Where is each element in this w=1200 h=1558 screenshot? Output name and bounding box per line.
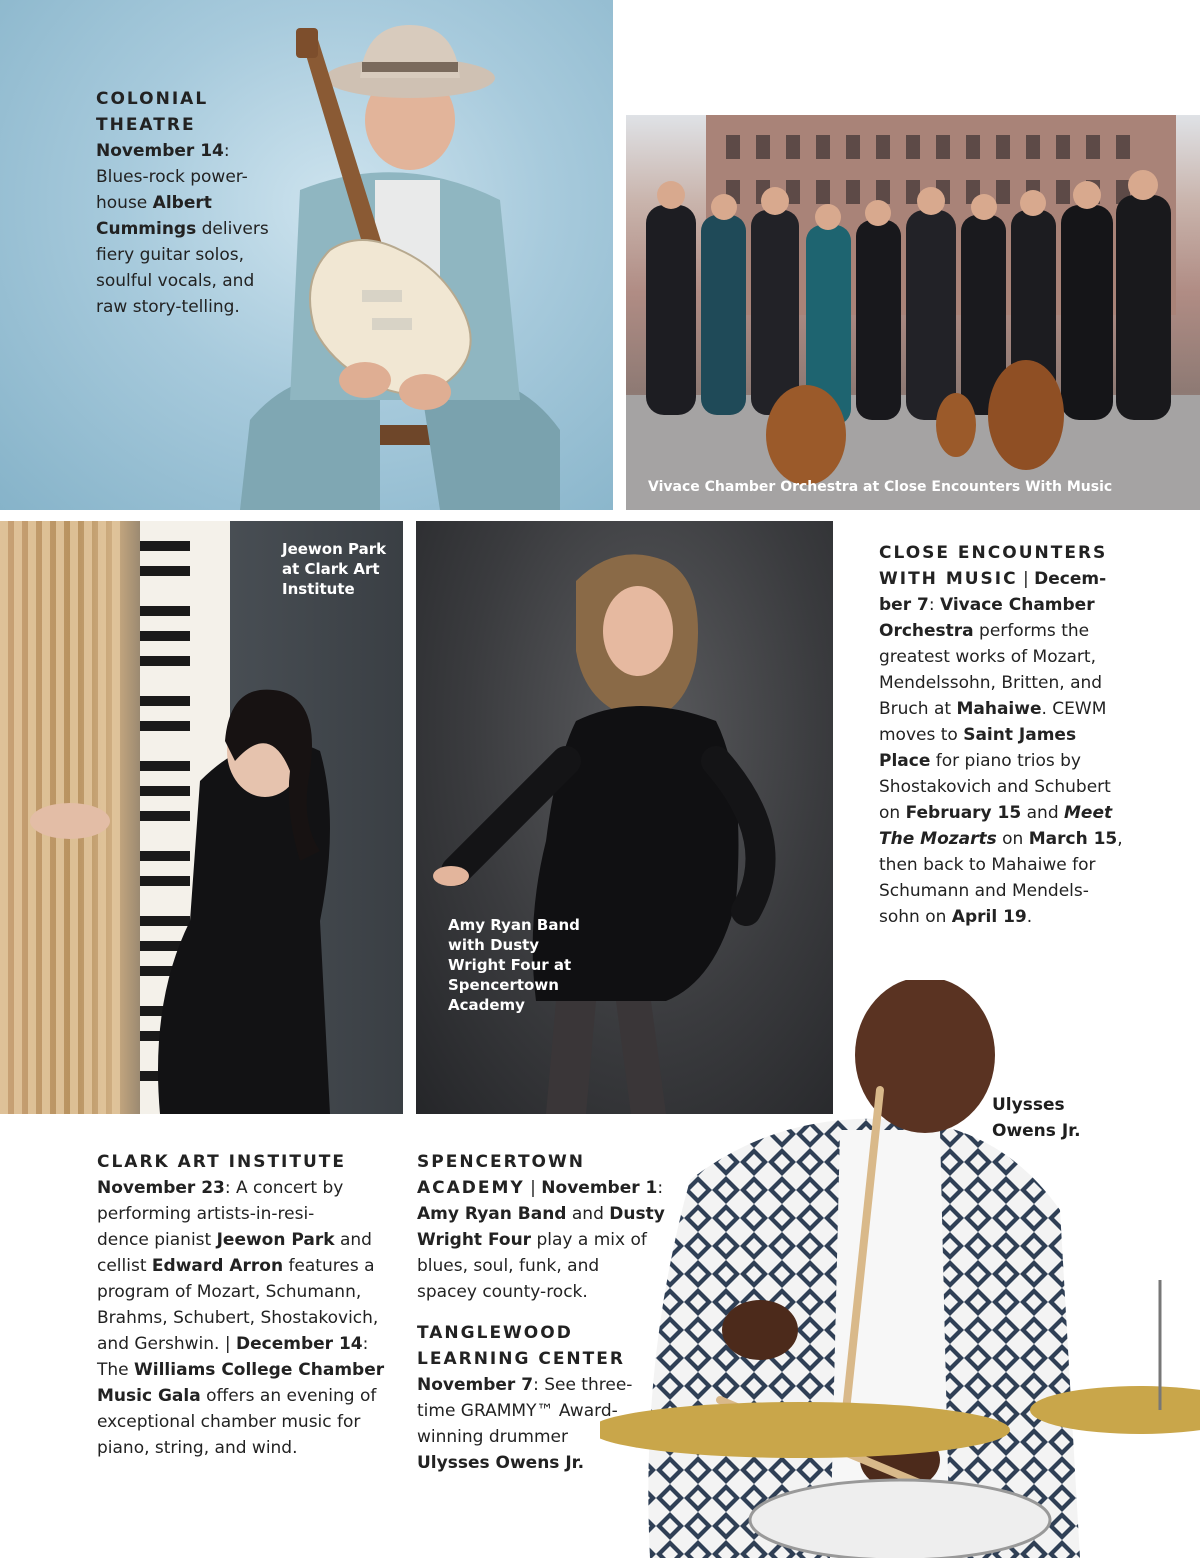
cewm-event: The Mozarts — [879, 829, 997, 849]
tanglewood-line: winning drummer — [417, 1427, 568, 1447]
clark-block — [97, 1149, 397, 1461]
jeewon-caption-line: Institute — [282, 580, 355, 598]
spencertown-line: play a mix of — [531, 1230, 647, 1250]
cewm-venue: Mahaiwe — [956, 699, 1042, 719]
vivace-caption: Vivace Chamber Orchestra at Close Encounters With Music — [648, 479, 1113, 495]
cewm-date: ber 7 — [879, 595, 929, 615]
colonial-text: COLONIAL THEATRE November 14: Blues-rock power- house Albert Cummings delivers fiery guitar solos, soulful vocals, and raw story-telling. — [96, 86, 296, 320]
tanglewood-line: time GRAMMY™ Award- — [417, 1401, 618, 1421]
clark-date: December 14 — [235, 1334, 363, 1354]
colonial-heading-1: COLONIAL — [96, 89, 209, 109]
guitarist-illustration — [0, 0, 613, 510]
cewm-line: on — [996, 829, 1029, 849]
orchestra-illustration — [626, 115, 1200, 510]
ulysses-caption — [992, 1092, 1081, 1144]
colonial-line: Blues-rock power- — [96, 167, 248, 187]
spencertown-line: blues, soul, funk, and — [417, 1256, 600, 1276]
spencertown-line: : — [657, 1178, 664, 1198]
cewm-venue: Place — [879, 751, 931, 771]
spencertown-block — [417, 1149, 665, 1305]
clark-line: : — [362, 1334, 369, 1354]
tanglewood-heading-1: TANGLEWOOD — [417, 1323, 573, 1343]
cewm-line: . CEWM — [1041, 699, 1107, 719]
cewm-line: sohn on — [879, 907, 952, 927]
cewm-line: Bruch at — [879, 699, 957, 719]
clark-line: cellist — [97, 1256, 152, 1276]
jeewon-caption — [282, 539, 386, 599]
jeewon-caption-line: Jeewon Park — [282, 540, 387, 558]
tanglewood-artist: Ulysses Owens Jr. — [417, 1453, 585, 1473]
clark-event: Williams College Chamber — [134, 1360, 385, 1380]
clark-heading: CLARK ART INSTITUTE — [97, 1152, 346, 1172]
cewm-line: then back to Mahaiwe for — [879, 855, 1096, 875]
spencertown-artist: Amy Ryan Band — [417, 1204, 567, 1224]
cewm-line: , — [1117, 829, 1123, 849]
cewm-date: April 19 — [951, 907, 1027, 927]
colonial-date: November 14 — [96, 141, 224, 161]
cewm-line: and — [1021, 803, 1065, 823]
clark-line: The — [97, 1360, 135, 1380]
clark-event: Music Gala — [97, 1386, 201, 1406]
clark-line: program of Mozart, Schumann, — [97, 1282, 362, 1302]
jeewon-caption-line: at Clark Art — [282, 560, 380, 578]
cewm-line: Shostakovich and Schubert — [879, 777, 1111, 797]
colonial-line: delivers — [196, 219, 269, 239]
drummer-illustration — [600, 980, 1200, 1558]
cewm-line: performs the — [973, 621, 1090, 641]
ulysses-caption-line: Owens Jr. — [992, 1121, 1081, 1141]
colonial-artist: Cummings — [96, 219, 197, 239]
cewm-line: for piano trios by — [930, 751, 1081, 771]
photo-ulysses-owens — [600, 980, 1200, 1558]
colonial-line: house — [96, 193, 153, 213]
cewm-orchestra: Vivace Chamber — [939, 595, 1095, 615]
cewm-line: Schumann and Mendels- — [879, 881, 1089, 901]
cewm-line: . — [1026, 907, 1033, 927]
amy-caption-line: Amy Ryan Band — [448, 916, 580, 934]
cewm-line: on — [879, 803, 906, 823]
spencertown-heading-1: SPENCERTOWN — [417, 1152, 585, 1172]
cewm-line: moves to — [879, 725, 964, 745]
clark-line: performing artists-in-resi- — [97, 1204, 315, 1224]
amy-caption — [448, 915, 580, 1015]
cewm-line: Mendelssohn, Britten, and — [879, 673, 1103, 693]
cewm-event: Meet — [1064, 803, 1113, 823]
clark-date: November 23 — [97, 1178, 225, 1198]
clark-artist: Edward Arron — [151, 1256, 284, 1276]
clark-line: : A concert by — [224, 1178, 344, 1198]
amy-caption-line: Spencertown — [448, 976, 559, 994]
spencertown-date: November 1 — [541, 1178, 658, 1198]
colonial-line: raw story-telling. — [96, 297, 240, 317]
clark-line: exceptional chamber music for — [97, 1412, 361, 1432]
spencertown-artist: Wright Four — [417, 1230, 532, 1250]
clark-line: features a — [283, 1256, 375, 1276]
amy-caption-line: Academy — [448, 996, 525, 1014]
spencertown-heading-2: ACADEMY — [417, 1178, 525, 1198]
tanglewood-date: November 7 — [417, 1375, 534, 1395]
pianist-illustration — [0, 521, 403, 1114]
clark-line: piano, string, and wind. — [97, 1438, 298, 1458]
cewm-heading-2: WITH MUSIC — [879, 569, 1018, 589]
spencertown-line: spacey county-rock. — [417, 1282, 588, 1302]
cewm-date: Decem- — [1034, 569, 1107, 589]
cewm-date: March 15 — [1028, 829, 1118, 849]
clark-artist: Jeewon Park — [216, 1230, 335, 1250]
colonial-artist: Albert — [152, 193, 212, 213]
tanglewood-line: : See three- — [533, 1375, 633, 1395]
ulysses-caption-line: Ulysses — [992, 1095, 1065, 1115]
colonial-line: fiery guitar solos, — [96, 245, 245, 265]
tanglewood-heading-2: LEARNING CENTER — [417, 1349, 625, 1369]
cewm-venue: Saint James — [963, 725, 1077, 745]
clark-line: offers an evening of — [200, 1386, 377, 1406]
amy-caption-line: Wright Four at — [448, 956, 572, 974]
amy-caption-line: with Dusty — [448, 936, 540, 954]
colonial-heading-2: THEATRE — [96, 115, 196, 135]
cewm-block: CLOSE ENCOUNTERS WITH MUSIC | Decem- ber 7: Vivace Chamber Orchestra performs the greatest works of Mozart, Mendelssohn, Britten, and Bruch at Mahaiwe. CEWM moves to Saint James Place for piano trios by Shostakovich and Schubert on February 15 and Meet The Mozarts on March 15, then back to Mahaiwe for Schumann and Mendels- sohn on April 19. — [879, 540, 1179, 930]
clark-line: and Gershwin. | — [97, 1334, 236, 1354]
cewm-heading-1: CLOSE ENCOUNTERS — [879, 543, 1108, 563]
colonial-line: soulful vocals, and — [96, 271, 255, 291]
separator: | — [1017, 569, 1035, 589]
photo-albert-cummings — [0, 0, 613, 510]
cewm-date: February 15 — [905, 803, 1022, 823]
clark-line: Brahms, Schubert, Shostakovich, — [97, 1308, 379, 1328]
cewm-line: greatest works of Mozart, — [879, 647, 1096, 667]
tanglewood-block — [417, 1320, 657, 1476]
photo-jeewon-park — [0, 521, 403, 1114]
separator: | — [524, 1178, 542, 1198]
spencertown-line: and — [566, 1204, 610, 1224]
clark-line: dence pianist — [97, 1230, 217, 1250]
spencertown-artist: Dusty — [609, 1204, 665, 1224]
cewm-orchestra: Orchestra — [879, 621, 974, 641]
photo-vivace-orchestra — [626, 115, 1200, 510]
clark-line: and — [334, 1230, 372, 1250]
